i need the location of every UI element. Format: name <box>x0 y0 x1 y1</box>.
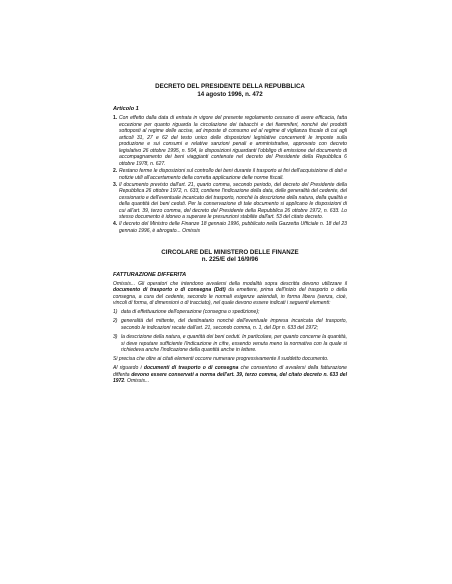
list-item-number: 1) <box>113 309 118 316</box>
elements-list <box>113 309 347 353</box>
closing-segment: Al riguardo i <box>113 365 144 372</box>
article-item-number: 1. <box>113 115 118 122</box>
article-item-text: Restano ferme le disposizioni sul controllo dei beni durante il trasporto ai fini dell'acquisizione di dati e notizie utili all'accertamento della corretta applicazione delle norme fiscali. <box>119 168 347 181</box>
closing-paragraph <box>113 365 347 385</box>
list-item-text: data di effettuazione dell'operazione (consegna o spedizione); <box>121 309 260 316</box>
closing-segment: che consentono di avvalersi della fatturazione differita <box>113 365 347 378</box>
list-item-text: la descrizione della natura, e quantità dei beni ceduti. In particolare, per quanto concerne la quantità, si deve reputare sufficiente l'indicazione in cifre, essendo venuta meno la normativa con la quale si richiedeva anche l'indicazione della quantità anche in lettere. <box>121 334 347 354</box>
closing-segment-bold: devono essere conservati a norma dell'art. 39, terzo comma, del citato decreto n. 633 del 1972 <box>113 371 347 385</box>
document-body <box>113 83 347 385</box>
article-items <box>113 115 347 234</box>
article-item-number: 4. <box>113 221 118 228</box>
article-item-text: Con effetto dalla data di entrata in vigore del presente regolamento cessano di avere efficacia, fatta eccezione per quanto riguarda la circolazione dei tabacchi e dei fiammiferi, nonché dei prodotti sottoposti al regime delle accise, ad imposte di consumo ed al regime di vigilanza fiscale di cui agli articoli 31, 27 e 62 del testo unico delle disposizioni legislative concernenti le imposte sulla produzione e sui consumi e relative sanzioni penali e amministrative, approvato con decreto legislativo 26 ottobre 1995, n. 504, le disposizioni riguardanti l'obbligo di emissione del documento di accompagnamento dei beni viaggianti contenute nel decreto del Presidente della Repubblica 6 ottobre 1978, n. 627. <box>119 115 347 168</box>
article-item <box>113 182 347 221</box>
article-item <box>113 168 347 181</box>
list-item <box>113 334 347 354</box>
list-item <box>113 318 347 331</box>
list-item-number: 3) <box>113 334 118 341</box>
decree-title: DECRETO DEL PRESIDENTE DELLA REPUBBLICA <box>155 83 305 90</box>
article-label: Articolo 1 <box>113 106 139 113</box>
intro-segment: da emettere, prima dell'inizio del trasporto o della consegna, a cura del cedente, secondo le normali esigenze aziendali, in forma libera (senza, cioè, vincoli di forma, di dimensioni o di tracciato), nel quale devono essere indicati i seguenti elementi: <box>113 287 347 307</box>
list-item-number: 2) <box>113 318 118 325</box>
article-item-text: Il decreto del Ministro delle Finanze 18 gennaio 1996, pubblicato nella Gazzetta Ufficiale n. 18 del 23 gennaio 1996, è abrogato... Omissis <box>119 221 347 234</box>
article-item <box>113 115 347 167</box>
article-item-number: 3. <box>113 181 118 188</box>
circular-number: n. 225/E del 16/9/96 <box>201 256 259 264</box>
article-item <box>113 221 347 234</box>
closing-segment: . Omissis... <box>124 378 150 385</box>
section-label: FATTURAZIONE DIFFERITA <box>113 271 187 278</box>
intro-segment-bold: documento di trasporto o di consegna (Ddt) <box>113 287 226 294</box>
decree-date: 14 agosto 1996, n. 472 <box>197 90 263 98</box>
intro-segment: Omissis... Gli operatori che intendono avvalersi della modalità sopra descritta devono utilizzare il <box>113 280 347 287</box>
list-item-text: generalità del mittente, del destinatario nonché dell'eventuale impresa incaricata del trasporto, secondo le indicazioni recate dall'art. 21, secondo comma, n. 1, del Dpr n. 633 del 1972; <box>121 318 347 331</box>
intro-paragraph <box>113 281 347 307</box>
article-item-number: 2. <box>113 168 118 175</box>
closing-segment-bold: documenti di trasporto o di consegna <box>143 365 239 372</box>
article-item-text: Il documento previsto dall'art. 21, quarto comma, secondo periodo, del decreto del Presidente della Repubblica 26 ottobre 1972, n. 633, contiene l'indicazione della data, delle generalità del cedente, del cessionario e dell'eventuale incaricato del trasporto, nonché la descrizione della natura, della qualità e della quantità dei beni ceduti. Per la conservazione di tale documento si applicano le disposizioni di cui all'art. 39, terzo comma, del decreto del Presidente della Repubblica 26 ottobre 1972, n. 633. Lo stesso documento è idoneo a superare le presunzioni stabilite dall'art. 53 del citato decreto. <box>119 181 347 221</box>
list-item <box>113 309 347 316</box>
numbering-note: Si precisa che oltre ai citati elementi occorre numerare progressivamente il suddetto documento. <box>113 356 329 363</box>
circular-title: CIRCOLARE DEL MINISTERO DELLE FINANZE <box>161 248 299 256</box>
